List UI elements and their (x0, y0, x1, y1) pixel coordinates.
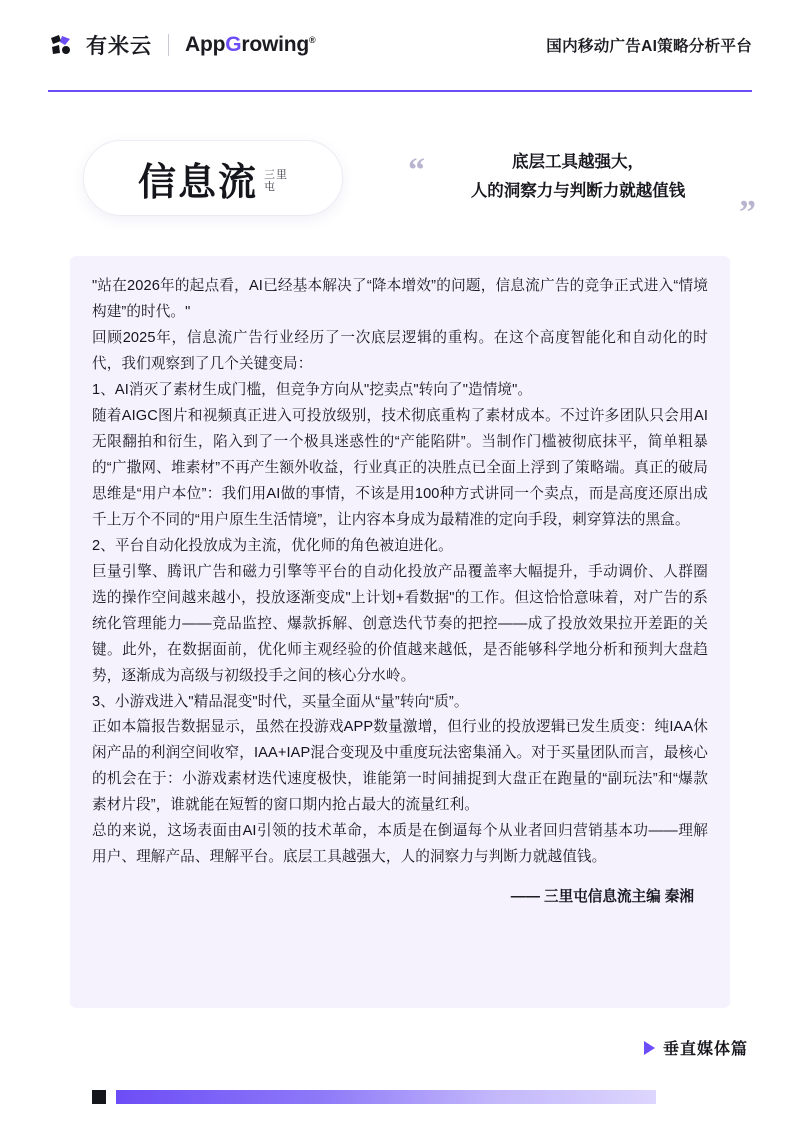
author-signature: —— 三里屯信息流主编 秦湘 (510, 889, 694, 906)
page-title: 国内移动广告AI策略分析平台 (546, 38, 752, 55)
body-paragraph: 回顾2025年，信息流广告行业经历了一次底层逻辑的重构。在这个高度智能化和自动化的时代，我们观察到了几个关键变局： (92, 329, 708, 372)
body-paragraph: "站在2026年的起点看，AI已经基本解决了“降本增效”的问题，信息流广告的竞争正式进入“情境构建”的时代。" (92, 278, 708, 320)
quote-open-icon: “ (408, 152, 425, 189)
section-badge (83, 140, 343, 216)
section-badge-title: 信息流 (137, 161, 258, 204)
hero-quote-line-1: 底层工具越强大， (512, 153, 644, 171)
header-divider-line (48, 90, 752, 92)
brand-g-text: G (225, 33, 242, 56)
body-paragraph: 随着AIGC图片和视频真正进入可投放级别，技术彻底重构了素材成本。不过许多团队只会用AI无限翻拍和衍生，陷入到了一个极具迷惑性的“产能陷阱”。当制作门槛被彻底抹平，简单粗暴的“广撒网、堆素材”不再产生额外收益，行业真正的决胜点已全面上浮到了策略端。真正的破局思维是“用户本位”：我们用AI做的事情，不该是用100种方式讲同一个卖点，而是高度还原出成千上万个不同的“用户原生生活情境”，让内容本身成为最精准的定向手段，刺穿算法的黑盒。 (92, 407, 708, 528)
body-paragraph: 3、小游戏进入"精品混变"时代，买量全面从“量”转向“质”。 (92, 693, 469, 710)
brand-trademark: ® (309, 35, 316, 45)
editorial-card (70, 256, 730, 1008)
section-badge-subtitle-line1: 三里 (264, 169, 288, 182)
next-section-link[interactable] (644, 1036, 748, 1059)
play-triangle-icon (644, 1041, 655, 1055)
hero-quote-line-2: 人的洞察力与判断力就越值钱 (470, 181, 686, 200)
progress-bar (116, 1090, 656, 1104)
youmi-logo-icon (48, 32, 74, 58)
progress-indicator (92, 1090, 656, 1104)
brand-app-text: App (185, 33, 226, 56)
page-header (0, 0, 800, 90)
hero-quote-text (408, 148, 748, 206)
body-paragraph: 总的来说，这场表面由AI引领的技术革命，本质是在倒逼每个从业者回归营销基本功——理解用户、理解产品、理解平台。底层工具越强大，人的洞察力与判断力就越值钱。 (92, 823, 708, 866)
progress-square-icon (92, 1090, 106, 1104)
hero-section (48, 140, 756, 236)
section-badge-subtitle (264, 162, 288, 193)
brand-name-cn: 有米云 (86, 35, 152, 58)
section-badge-subtitle-line2: 屯 (264, 181, 276, 193)
quote-close-icon: ” (739, 194, 756, 231)
brand-name-appgrowing (185, 33, 315, 57)
brand-divider (168, 34, 169, 56)
body-paragraph: 正如本篇报告数据显示，虽然在投游戏APP数量激增，但行业的投放逻辑已发生质变：纯IAA休闲产品的利润空间收窄，IAA+IAP混合变现及中重度玩法密集涌入。对于买量团队而言，最核心的机会在于：小游戏素材迭代速度极快，谁能第一时间捕捉到大盘正在跑量的“副玩法”和“爆款素材片段”，谁就能在短暂的窗口期内抢占最大的流量红利。 (92, 719, 708, 814)
body-paragraph: 1、AI消灭了素材生成门槛，但竞争方向从"挖卖点"转向了"造情境"。 (92, 381, 533, 398)
brand-rowing-text: rowing (241, 33, 309, 56)
next-section-label: 垂直媒体篇 (662, 1041, 748, 1058)
hero-quote (408, 148, 756, 231)
body-paragraph: 2、平台自动化投放成为主流，优化师的角色被迫进化。 (92, 537, 453, 554)
brand-logo (48, 30, 315, 60)
body-paragraph: 巨量引擎、腾讯广告和磁力引擎等平台的自动化投放产品覆盖率大幅提升，手动调价、人群圈选的操作空间越来越小，投放逐渐变成"上计划+看数据"的工作。但这恰恰意味着，对广告的系统化管理能力——竞品监控、爆款拆解、创意迭代节奏的把控——成了投放效果拉开差距的关键。此外，在数据面前，优化师主观经验的价值越来越低，是否能够科学地分析和预判大盘趋势，逐渐成为高级与初级投手之间的核心分水岭。 (92, 563, 708, 684)
